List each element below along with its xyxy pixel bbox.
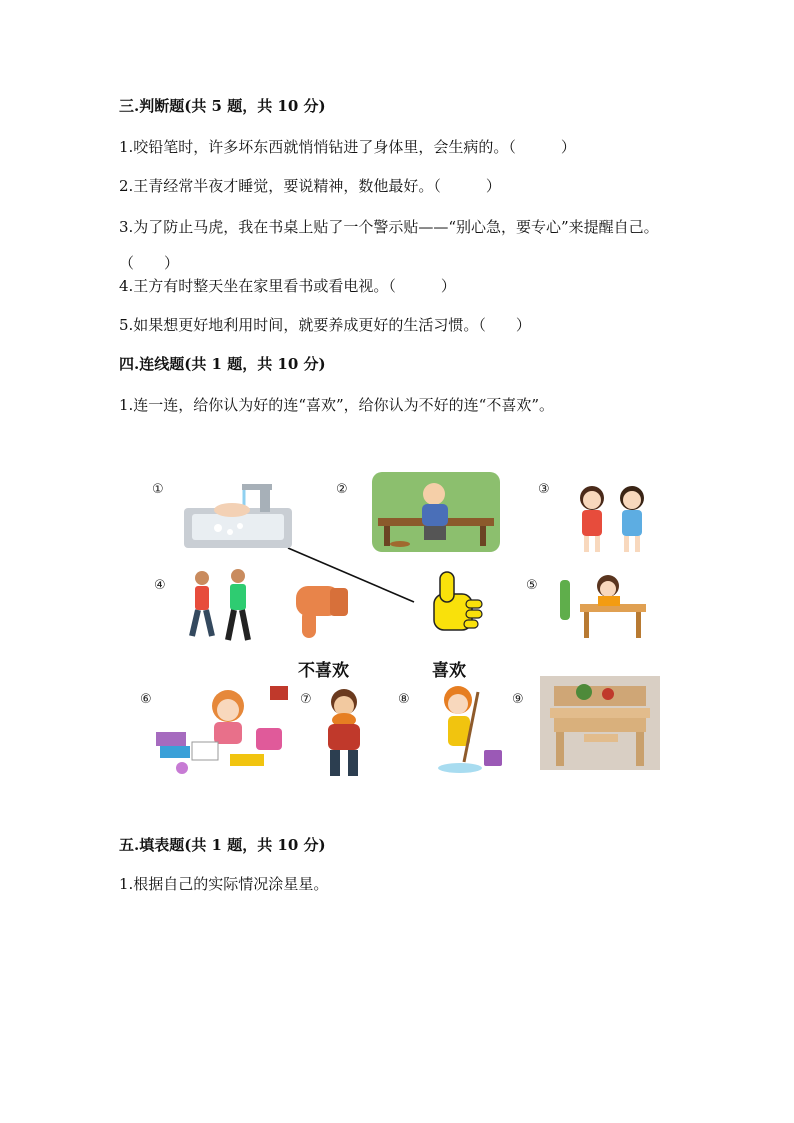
section4-title: 四.连线题(共 1 题，共 10 分) [119, 355, 326, 373]
child-at-desk-picture [556, 566, 650, 642]
two-children-picture [570, 480, 654, 556]
judge-item-3: 3.为了防止马虎，我在书桌上贴了一个警示贴——“别心急，要专心”来提醒自己。（ ） [119, 218, 659, 272]
number-5: ⑤ [526, 578, 538, 593]
match-question: 1.连一连，给你认为好的连“喜欢”，给你认为不好的连“不喜欢”。 [119, 396, 554, 414]
number-1: ① [152, 482, 164, 497]
table-question: 1.根据自己的实际情况涂星星。 [119, 875, 329, 893]
number-2: ② [336, 482, 348, 497]
matching-figure [140, 470, 670, 790]
number-8: ⑧ [398, 692, 410, 707]
washing-hands-picture [182, 480, 294, 554]
judge-item-2: 2.王青经常半夜才睡觉，要说精神，数他最好。（ ） [119, 177, 501, 195]
number-4: ④ [154, 578, 166, 593]
man-on-bench-picture [372, 472, 500, 552]
wooden-desk-picture [540, 676, 660, 770]
number-3: ③ [538, 482, 550, 497]
thumbs-down-icon [290, 580, 356, 642]
running-people-picture [182, 566, 262, 670]
number-6: ⑥ [140, 692, 152, 707]
like-label: 喜欢 [432, 661, 466, 681]
dislike-label: 不喜欢 [298, 661, 349, 681]
number-7: ⑦ [300, 692, 312, 707]
thumbs-up-icon [420, 568, 488, 634]
judge-item-5: 5.如果想更好地利用时间，就要养成更好的生活习惯。（ ） [119, 316, 531, 334]
judge-item-1: 1.咬铅笔时，许多坏东西就悄悄钻进了身体里，会生病的。（ ） [119, 138, 576, 156]
girl-mopping-picture [424, 682, 508, 778]
section5-title: 五.填表题(共 1 题，共 10 分) [119, 836, 326, 854]
boy-eating-picture [316, 686, 372, 782]
judge-item-4: 4.王方有时整天坐在家里看书或看电视。（ ） [119, 277, 456, 295]
section3-title: 三.判断题(共 5 题，共 10 分) [119, 97, 326, 115]
number-9: ⑨ [512, 692, 524, 707]
messy-girl-picture [152, 682, 302, 778]
